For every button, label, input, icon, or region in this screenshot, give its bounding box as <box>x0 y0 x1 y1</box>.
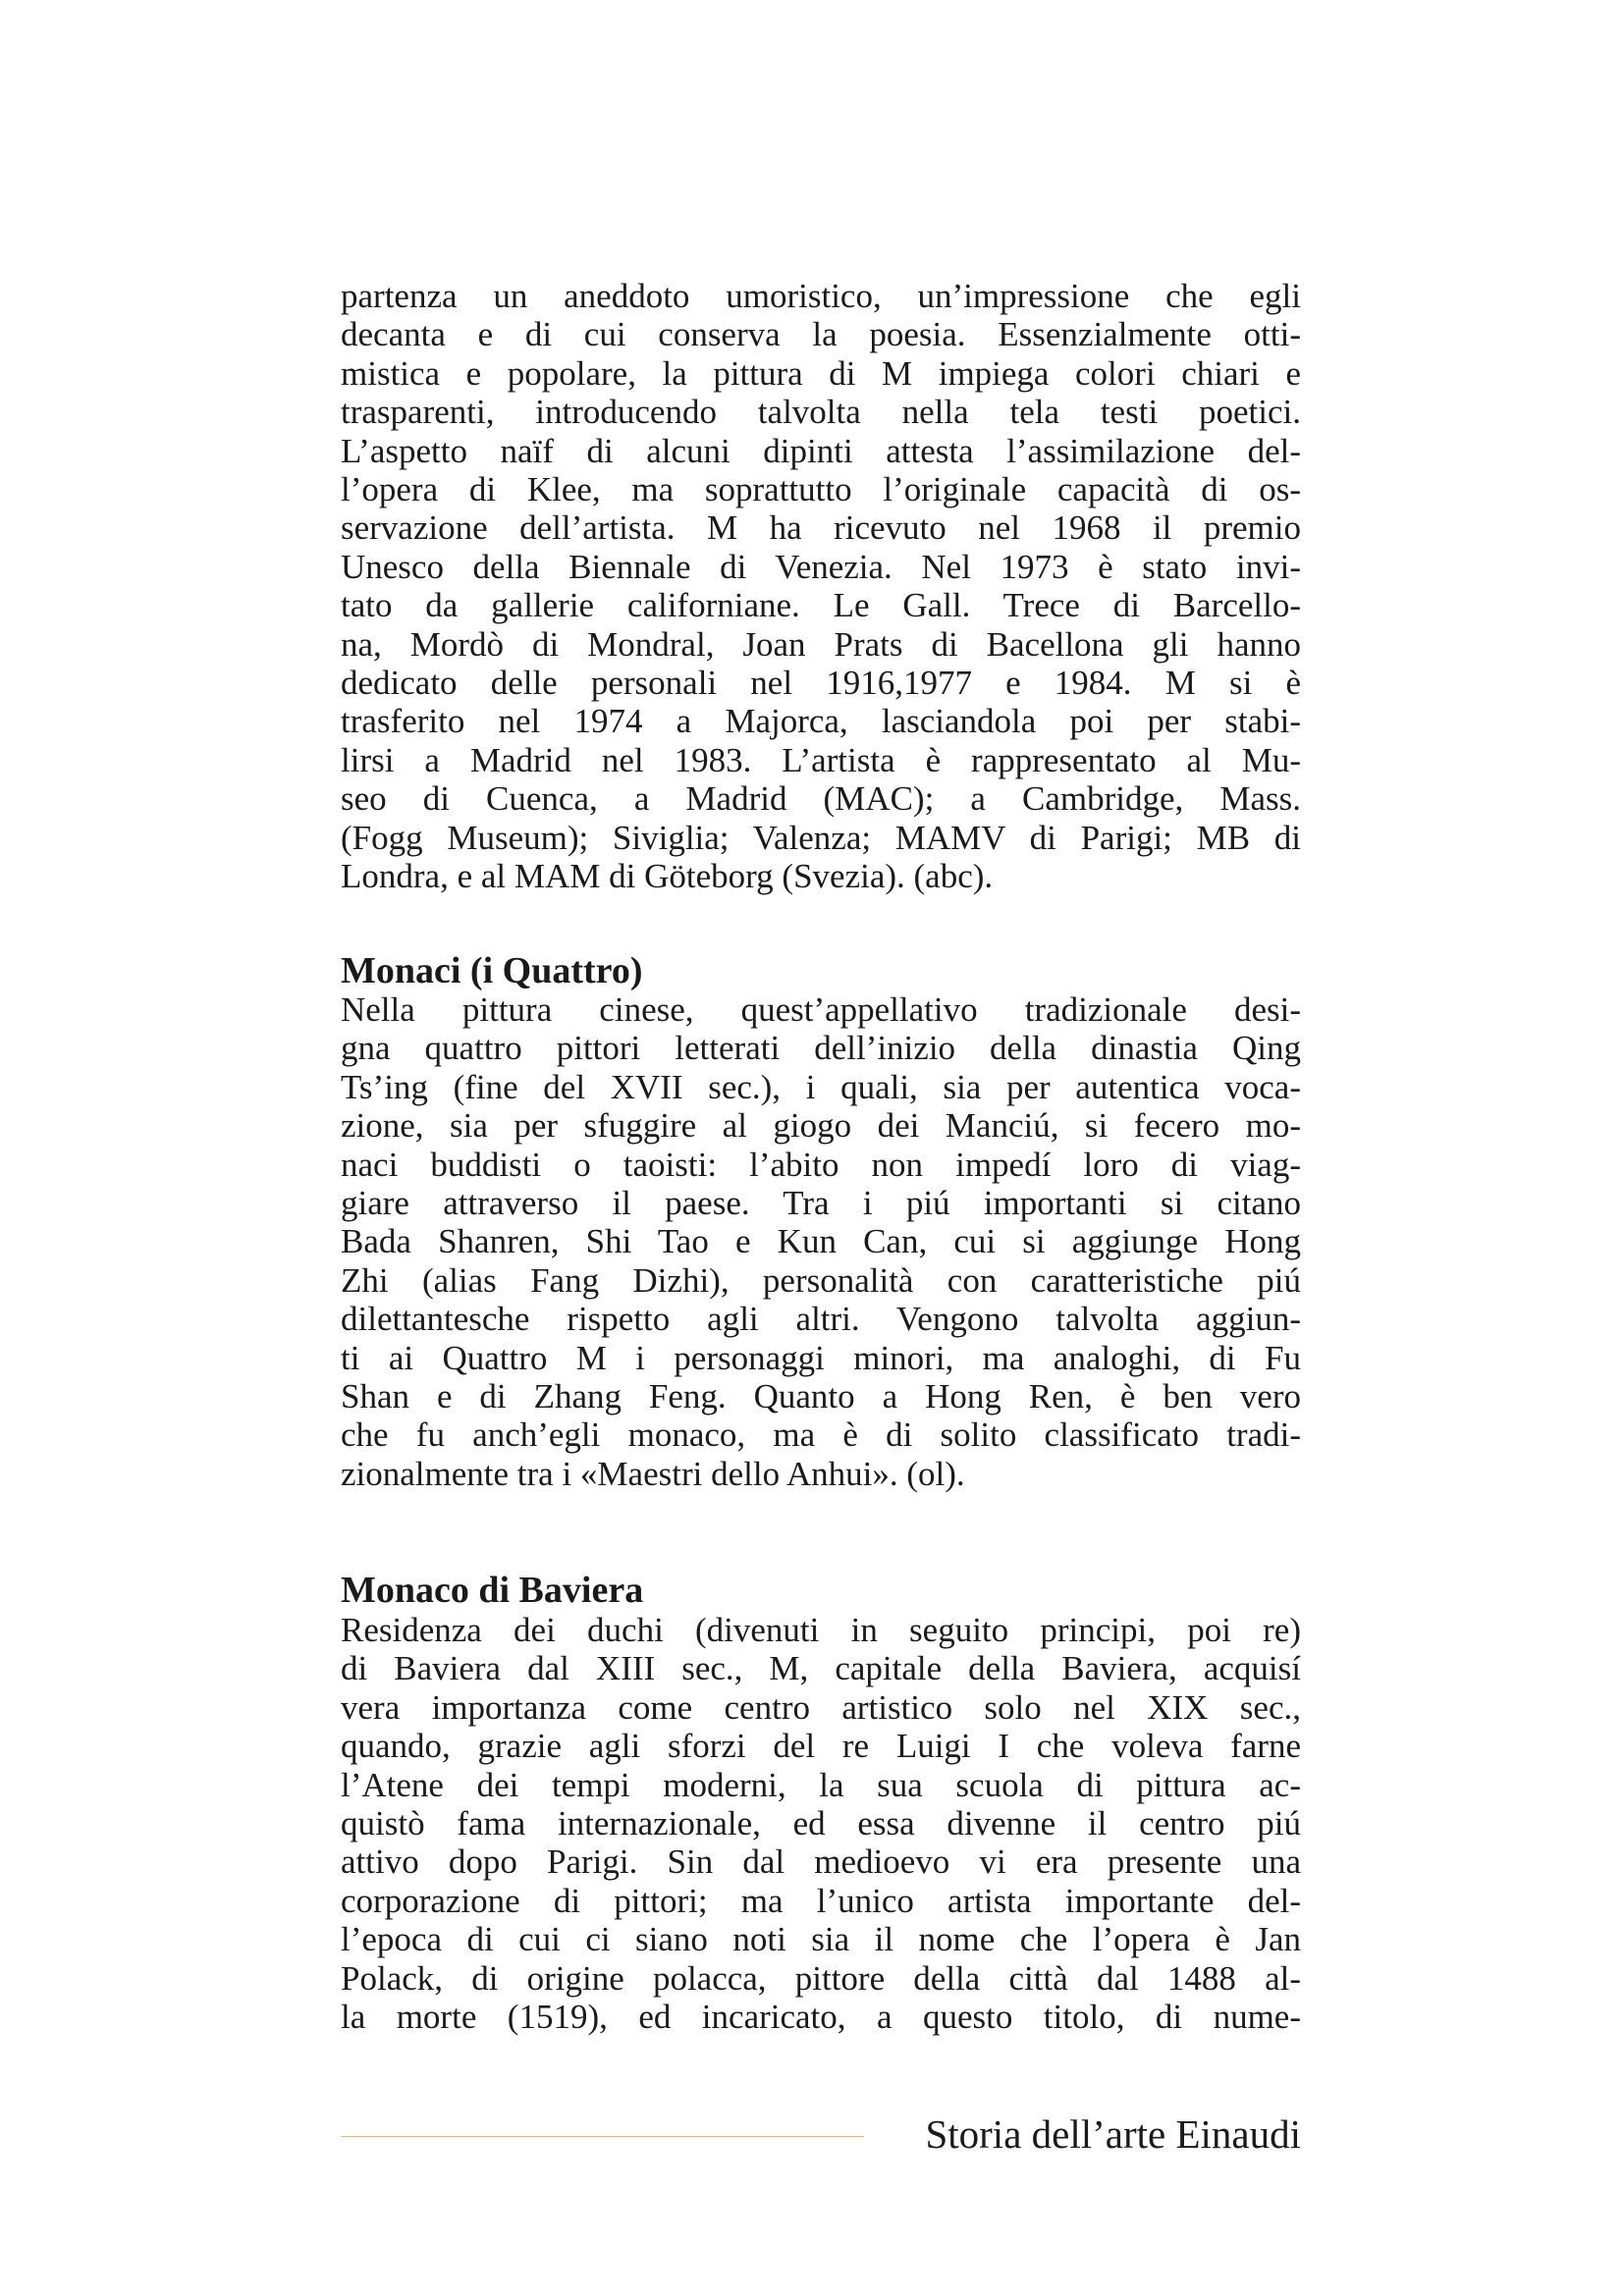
text-line: Shan e di Zhang Feng. Quanto a Hong Ren, è ben vero <box>341 1377 1301 1416</box>
text-line: zionalmente tra i «Maestri dello Anhui». (ol). <box>341 1454 965 1493</box>
text-line: gna quattro pittori letterati dell’inizio della dinastia Qing <box>341 1029 1301 1068</box>
text-line: na, Mordò di Mondral, Joan Prats di Bacellona gli hanno <box>341 624 1301 664</box>
entry-body <box>341 990 1301 1493</box>
text-line: Ts’ing (fine del XVII sec.), i quali, sia per autentica voca- <box>341 1067 1301 1106</box>
text-line: (Fogg Museum); Siviglia; Valenza; MAMV di Parigi; MB di <box>341 818 1301 857</box>
entry-heading-monaco-di-baviera: Monaco di Baviera <box>341 1570 644 1611</box>
text-line: trasferito nel 1974 a Majorca, lasciandola poi per stabi- <box>341 702 1301 741</box>
text-line: servazione dell’artista. M ha ricevuto nel 1968 il premio <box>341 508 1301 548</box>
entry-monaci <box>341 990 1301 1493</box>
entry-body <box>341 1611 1301 2036</box>
text-line: Londra, e al MAM di Göteborg (Svezia). (abc). <box>341 857 994 896</box>
entry-heading-monaci: Monaci (i Quattro) <box>341 950 643 991</box>
text-line: tato da gallerie californiane. Le Gall. Trece di Barcello- <box>341 586 1301 625</box>
text-line: seo di Cuenca, a Madrid (MAC); a Cambridge, Mass. <box>341 779 1301 819</box>
text-line: naci buddisti o taoisti: l’abito non impedí loro di viag- <box>341 1145 1301 1184</box>
text-line: ti ai Quattro M i personaggi minori, ma analoghi, di Fu <box>341 1338 1301 1377</box>
footer-rule <box>341 2136 864 2137</box>
text-line: partenza un aneddoto umoristico, un’impressione che egli <box>341 277 1301 315</box>
text-line: Polack, di origine polacca, pittore della città dal 1488 al- <box>341 1958 1301 1998</box>
entry-monaco-di-baviera <box>341 1611 1301 2036</box>
footer-title: Storia dell’arte Einaudi <box>925 2111 1301 2157</box>
text-line: giare attraverso il paese. Tra i piú importanti si citano <box>341 1184 1301 1223</box>
text-line: Residenza dei duchi (divenuti in seguito principi, poi re) <box>341 1611 1301 1649</box>
entry-body <box>341 277 1301 896</box>
text-line: la morte (1519), ed incaricato, a questo titolo, di nume- <box>341 1998 1301 2037</box>
entry-heading-wrapper <box>341 1571 1301 1610</box>
text-line: che fu anch’egli monaco, ma è di solito classificato tradi- <box>341 1415 1301 1455</box>
text-line: di Baviera dal XIII sec., M, capitale della Baviera, acquisí <box>341 1649 1301 1688</box>
text-line: corporazione di pittori; ma l’unico artista importante del- <box>341 1881 1301 1920</box>
text-line: vera importanza come centro artistico solo nel XIX sec., <box>341 1687 1301 1727</box>
text-line: l’Atene dei tempi moderni, la sua scuola di pittura ac- <box>341 1765 1301 1804</box>
text-line: dedicato delle personali nel 1916,1977 e 1984. M si è <box>341 664 1301 703</box>
entry-heading-wrapper <box>341 951 1301 990</box>
text-line: Unesco della Biennale di Venezia. Nel 1973 è stato invi- <box>341 547 1301 586</box>
text-line: quistò fama internazionale, ed essa divenne il centro piú <box>341 1804 1301 1843</box>
text-line: Zhi (alias Fang Dizhi), personalità con caratteristiche piú <box>341 1260 1301 1300</box>
text-line: attivo dopo Parigi. Sin dal medioevo vi era presente una <box>341 1842 1301 1882</box>
entry-continuation <box>341 277 1301 896</box>
text-line: trasparenti, introducendo talvolta nella tela testi poetici. <box>341 393 1301 432</box>
text-line: l’epoca di cui ci siano noti sia il nome che l’opera è Jan <box>341 1920 1301 1959</box>
text-line: dilettantesche rispetto agli altri. Vengono talvolta aggiun- <box>341 1300 1301 1339</box>
text-line: lirsi a Madrid nel 1983. L’artista è rappresentato al Mu- <box>341 740 1301 779</box>
text-line: Bada Shanren, Shi Tao e Kun Can, cui si aggiunge Hong <box>341 1222 1301 1261</box>
text-line: Nella pittura cinese, quest’appellativo tradizionale desi- <box>341 990 1301 1029</box>
text-line: l’opera di Klee, ma soprattutto l’originale capacità di os- <box>341 470 1301 509</box>
text-line: decanta e di cui conserva la poesia. Essenzialmente otti- <box>341 315 1301 354</box>
text-line: zione, sia per sfuggire al giogo dei Manciú, si fecero mo- <box>341 1106 1301 1146</box>
text-line: quando, grazie agli sforzi del re Luigi I che voleva farne <box>341 1727 1301 1766</box>
text-line: mistica e popolare, la pittura di M impiega colori chiari e <box>341 353 1301 393</box>
text-line: L’aspetto naïf di alcuni dipinti attesta l’assimilazione del- <box>341 431 1301 470</box>
